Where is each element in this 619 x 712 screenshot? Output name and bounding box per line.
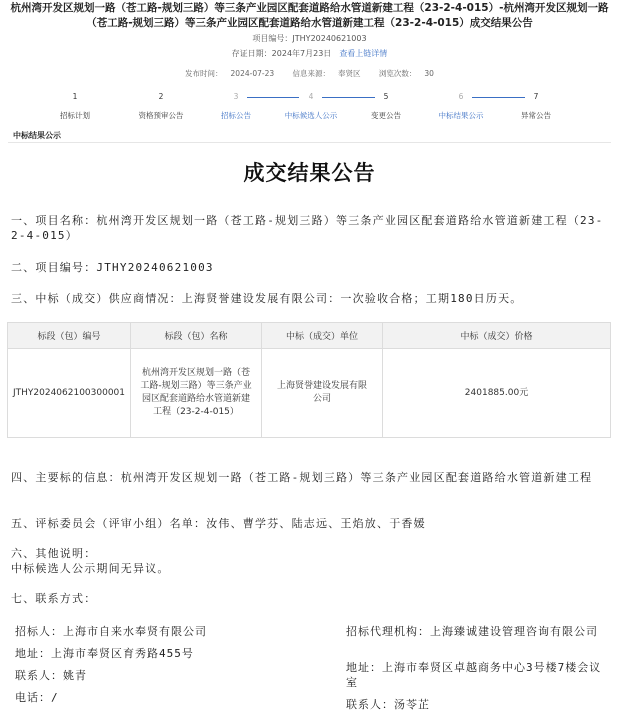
project-code-line (0, 33, 619, 45)
tenderer-phone: 电话：/ (15, 691, 59, 704)
step-label: 中标候选人公示 (284, 111, 338, 120)
views-count: 30 (424, 69, 434, 78)
step-3[interactable] (198, 92, 274, 121)
deadline-label: 存证日期： (231, 49, 272, 58)
item-other-body: 中标候选人公示期间无异议。 (11, 562, 170, 575)
step-number: 4 (308, 92, 314, 101)
column-header: 中标（成交）单位 (262, 323, 383, 349)
step-2[interactable] (123, 92, 199, 121)
deadline-line (0, 48, 619, 60)
result-table (7, 322, 611, 438)
source-label: 信息来源： (292, 69, 331, 78)
step-6[interactable] (423, 92, 499, 121)
table-header-row (8, 323, 611, 349)
step-4[interactable] (273, 92, 349, 121)
step-number: 1 (72, 92, 78, 101)
step-label: 招标计划 (60, 111, 90, 120)
agency-address: 地址：上海市奉贤区卓越商务中心3号楼7楼会议室 (346, 661, 602, 689)
item-project-code: 二、项目编号：JTHY20240621003 (11, 261, 214, 274)
item-other-title: 六、其他说明： (11, 547, 97, 560)
step-label: 变更公告 (371, 111, 401, 120)
divider (8, 142, 611, 143)
view-chain-link[interactable]: 查看上链详情 (339, 49, 388, 58)
publish-date: 2024-07-23 (230, 69, 275, 78)
publish-meta (0, 68, 619, 79)
step-7[interactable] (498, 92, 574, 121)
project-code: JTHY20240621003 (292, 34, 367, 43)
step-label: 异常公告 (521, 111, 551, 120)
step-number: 3 (233, 92, 239, 101)
project-code-label: 项目编号： (252, 34, 293, 43)
lot-name-cell: 杭州湾开发区规划一路（苍工路-规划三路）等三条产业园区配套道路给水管道新建工程（23-2-4-015） (131, 349, 262, 438)
document-title: 成交结果公告 (243, 161, 376, 185)
step-5[interactable] (348, 92, 424, 121)
deadline-value: 2024年7月23日 (271, 49, 332, 58)
publish-label: 发布时间： (185, 69, 223, 78)
tenderer-contact-person: 联系人：姚青 (15, 669, 87, 682)
item-committee: 五、评标委员会（评审小组）名单：汝伟、曹学芬、陆志远、王焰放、于香媛 (11, 517, 426, 530)
column-header: 标段（包）编号 (8, 323, 131, 349)
price-cell: 2401885.00元 (383, 349, 611, 438)
column-header: 标段（包）名称 (131, 323, 262, 349)
item-main-subject: 四、主要标的信息：杭州湾开发区规划一路（苍工路-规划三路）等三条产业园区配套道路给水管道新建工程 (11, 471, 593, 484)
agency-name: 招标代理机构：上海臻诚建设管理咨询有限公司 (346, 625, 598, 638)
agency-contact-person: 联系人：汤苓芷 (346, 698, 430, 711)
step-label: 中标结果公示 (438, 111, 484, 120)
step-number: 7 (533, 92, 539, 101)
step-label: 招标公告 (221, 111, 251, 120)
step-number: 6 (458, 92, 464, 101)
step-number: 5 (383, 92, 389, 101)
step-label: 资格预审公告 (138, 111, 184, 120)
step-number: 2 (158, 92, 164, 101)
tenderer-name: 招标人：上海市自来水奉贤有限公司 (15, 625, 207, 638)
item-contact-title: 七、联系方式： (11, 592, 97, 605)
page-title: 杭州湾开发区规划一路（苍工路-规划三路）等三条产业园区配套道路给水管道新建工程（23-2-4-015）-杭州湾开发区规划一路（苍工路-规划三路）等三条产业园区配套道路给水管道新建工程（23-2-4-015）成交结果公告 (10, 2, 609, 29)
lot-code-cell: JTHY2024062100300001 (8, 349, 131, 438)
section-tag: 中标结果公示 (13, 131, 61, 140)
tenderer-address: 地址：上海市奉贤区育秀路455号 (15, 647, 194, 660)
source-value: 奉贤区 (338, 69, 361, 78)
table-row (8, 349, 611, 438)
item-supplier: 三、中标（成交）供应商情况：上海贤誉建设发展有限公司：一次验收合格；工期180日历天。 (11, 292, 523, 305)
item-project-name: 一、项目名称：杭州湾开发区规划一路（苍工路-规划三路）等三条产业园区配套道路给水管道新建工程（23-2-4-015） (11, 214, 604, 242)
step-1[interactable] (37, 92, 113, 121)
process-steps (37, 92, 577, 122)
winner-cell: 上海贤誉建设发展有限公司 (262, 349, 383, 438)
column-header: 中标（成交）价格 (383, 323, 611, 349)
views-label: 浏览次数： (378, 69, 417, 78)
